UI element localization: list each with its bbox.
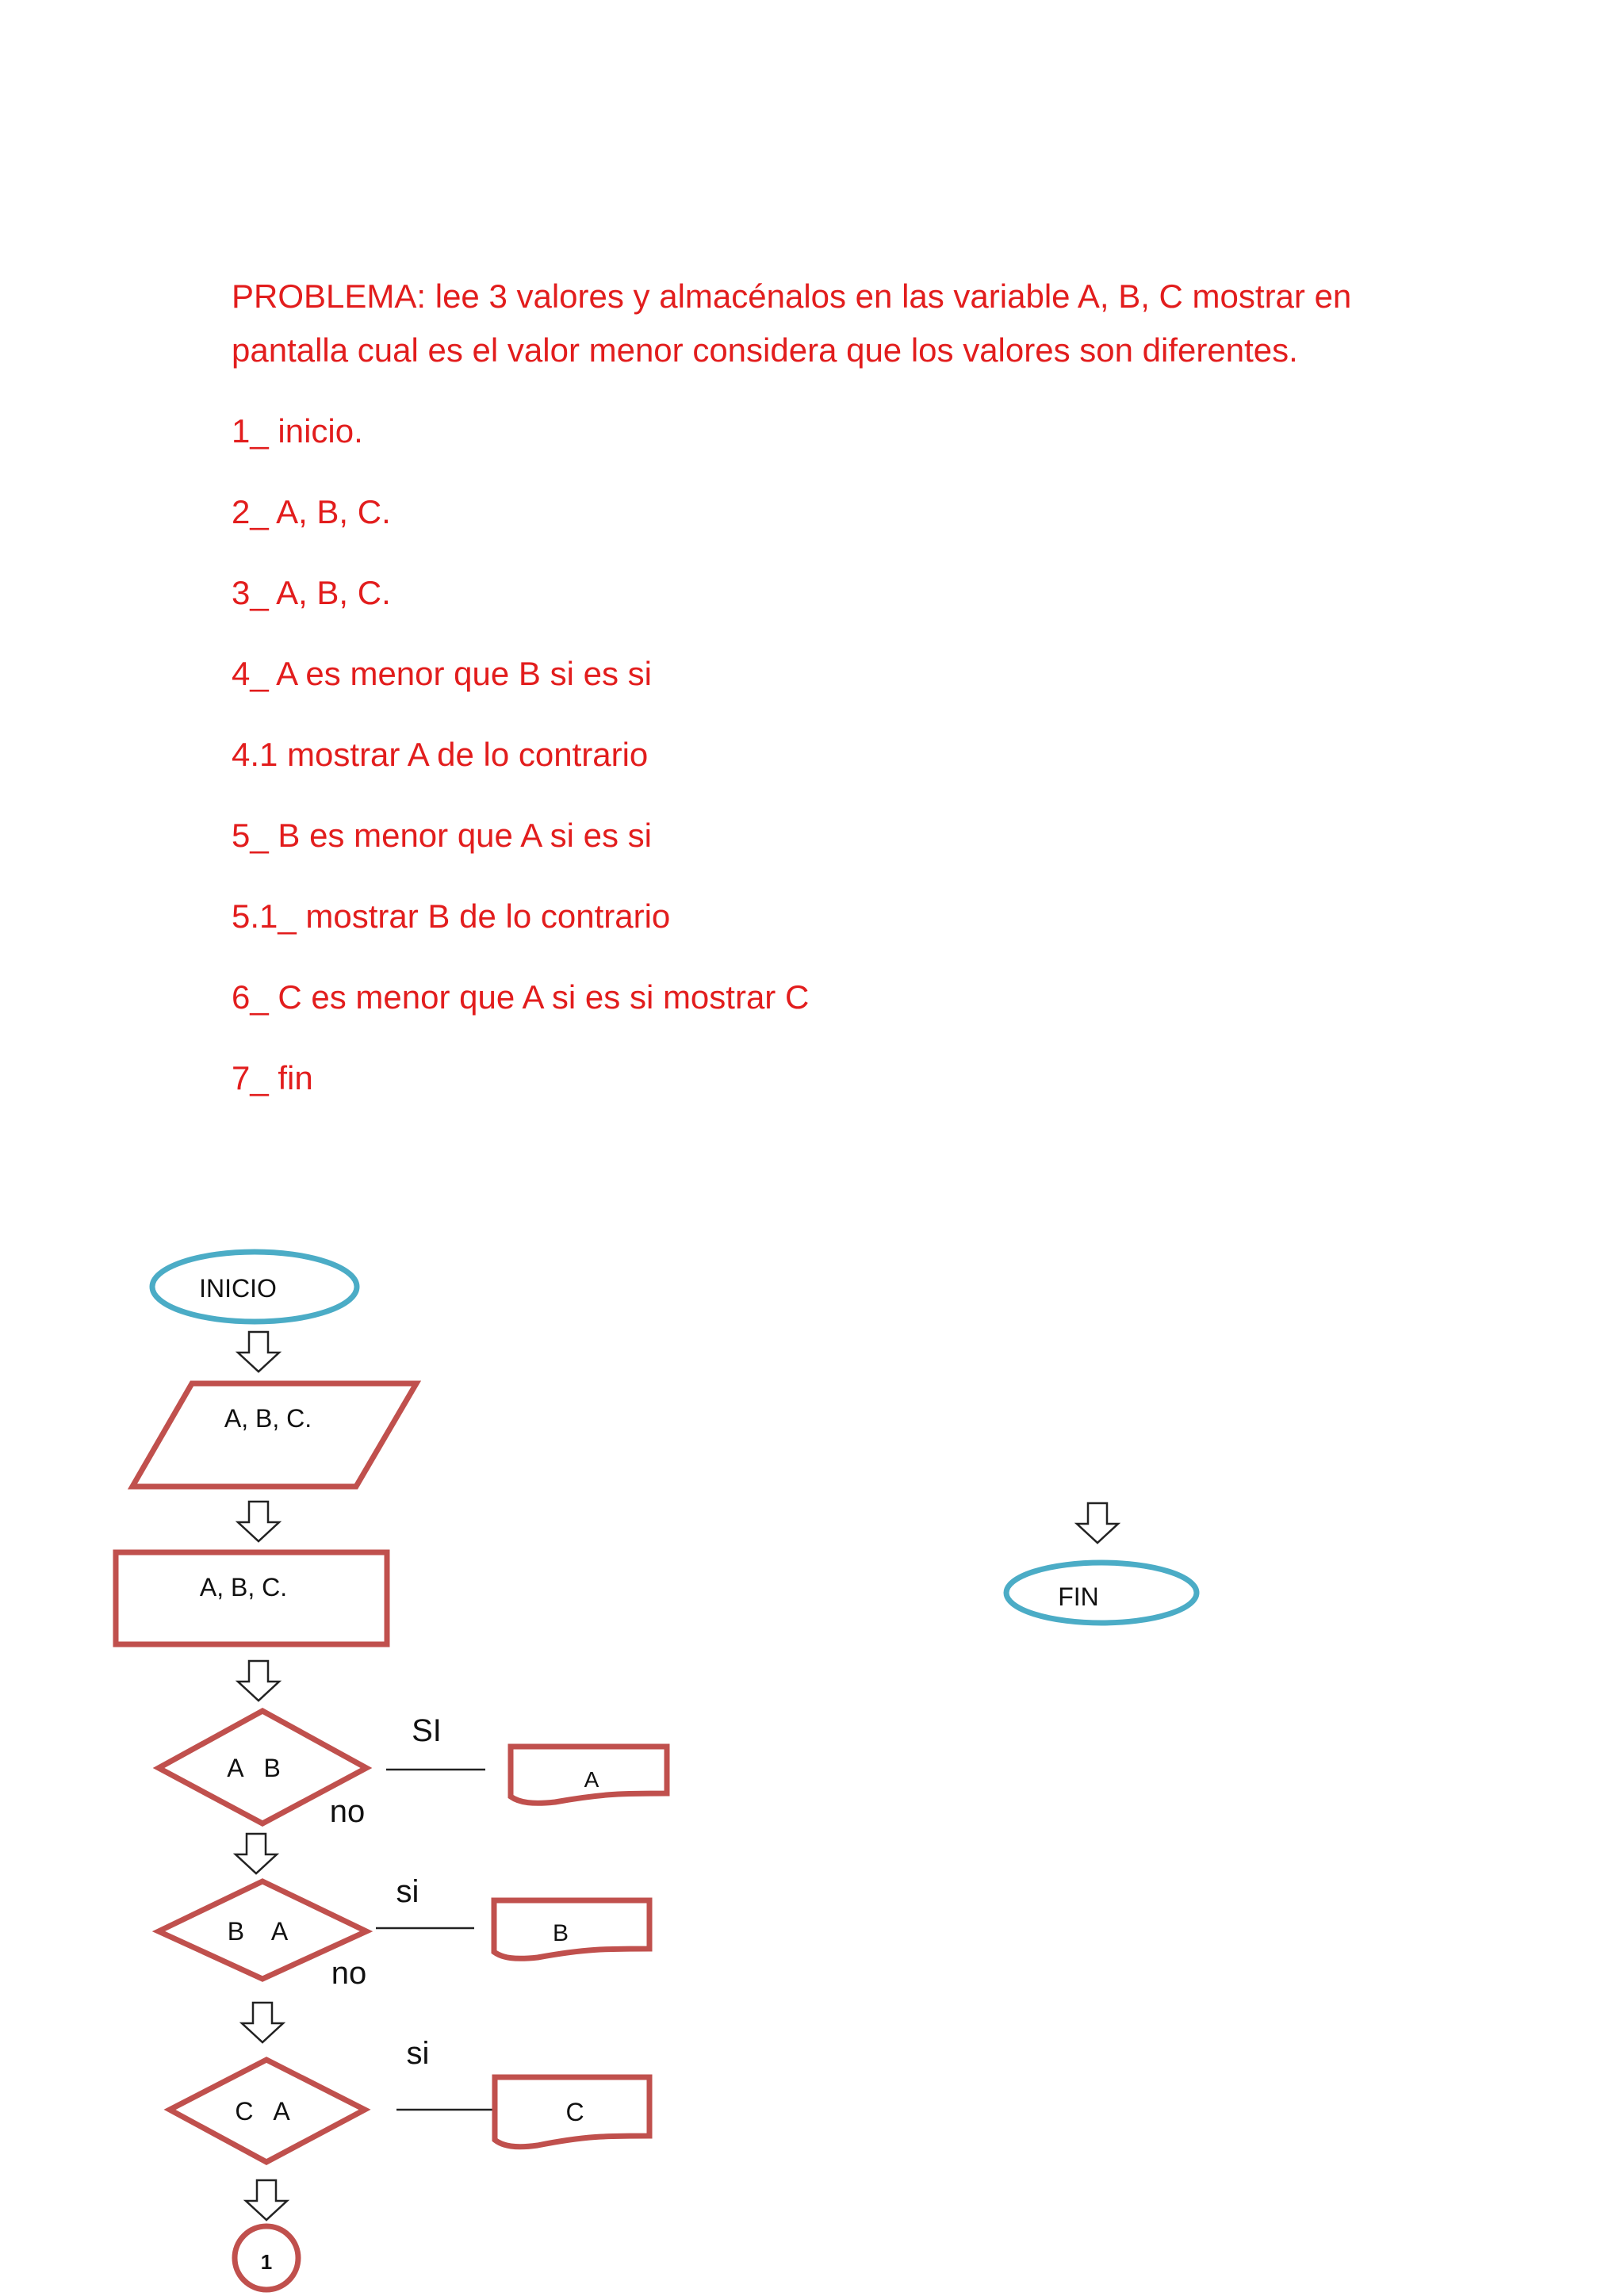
process-box bbox=[116, 1552, 387, 1644]
output-c bbox=[495, 2077, 649, 2147]
yes-label-2: si bbox=[396, 1874, 419, 1909]
connector-label: 1 bbox=[260, 2250, 273, 2274]
decision-1-label: A B bbox=[227, 1754, 281, 1782]
down-arrow-icon bbox=[246, 2180, 287, 2220]
decision-2-label: B A bbox=[227, 1917, 289, 1946]
no-label-1: no bbox=[329, 1794, 366, 1829]
step-6: 6_ C es menor que A si es si mostrar C bbox=[232, 978, 810, 1016]
problem-statement: PROBLEMA: lee 3 valores y almacénalos en las variable A, B, C mostrar en pantalla cual es el valor menor considera que los valores son diferentes. bbox=[232, 277, 1352, 369]
process-label: A, B, C. bbox=[199, 1573, 288, 1601]
output-b bbox=[494, 1900, 649, 1958]
down-arrow-icon bbox=[236, 1834, 277, 1873]
start-terminator bbox=[152, 1252, 357, 1322]
output-a-label: A bbox=[584, 1767, 599, 1792]
step-7: 7_ fin bbox=[232, 1059, 313, 1096]
output-a bbox=[511, 1747, 667, 1803]
yes-label-1: SI bbox=[412, 1713, 442, 1748]
step-4-1: 4.1 mostrar A de lo contrario bbox=[232, 736, 649, 773]
step-5: 5_ B es menor que A si es si bbox=[232, 817, 652, 854]
page-connector bbox=[235, 2226, 298, 2290]
end-label: FIN bbox=[1058, 1582, 1099, 1611]
down-arrow-icon bbox=[238, 1332, 279, 1372]
start-label: INICIO bbox=[199, 1274, 277, 1303]
end-terminator bbox=[1006, 1563, 1197, 1623]
input-shape bbox=[132, 1383, 416, 1487]
step-3: 3_ A, B, C. bbox=[232, 574, 391, 611]
step-4: 4_ A es menor que B si es si bbox=[232, 655, 652, 692]
no-label-2: no bbox=[331, 1956, 367, 1991]
yes-label-3: si bbox=[406, 2036, 430, 2071]
input-label: A, B, C. bbox=[224, 1404, 312, 1433]
decision-c-a bbox=[170, 2060, 365, 2162]
step-2: 2_ A, B, C. bbox=[232, 493, 391, 530]
step-5-1: 5.1_ mostrar B de lo contrario bbox=[232, 897, 671, 935]
decision-3-label: C A bbox=[235, 2097, 290, 2126]
down-arrow-icon bbox=[242, 2003, 283, 2042]
output-b-label: B bbox=[552, 1920, 569, 1946]
step-1: 1_ inicio. bbox=[232, 412, 363, 450]
output-c-label: C bbox=[565, 2098, 584, 2126]
down-arrow-icon bbox=[238, 1661, 279, 1701]
down-arrow-icon bbox=[238, 1502, 279, 1541]
down-arrow-icon bbox=[1077, 1503, 1118, 1543]
